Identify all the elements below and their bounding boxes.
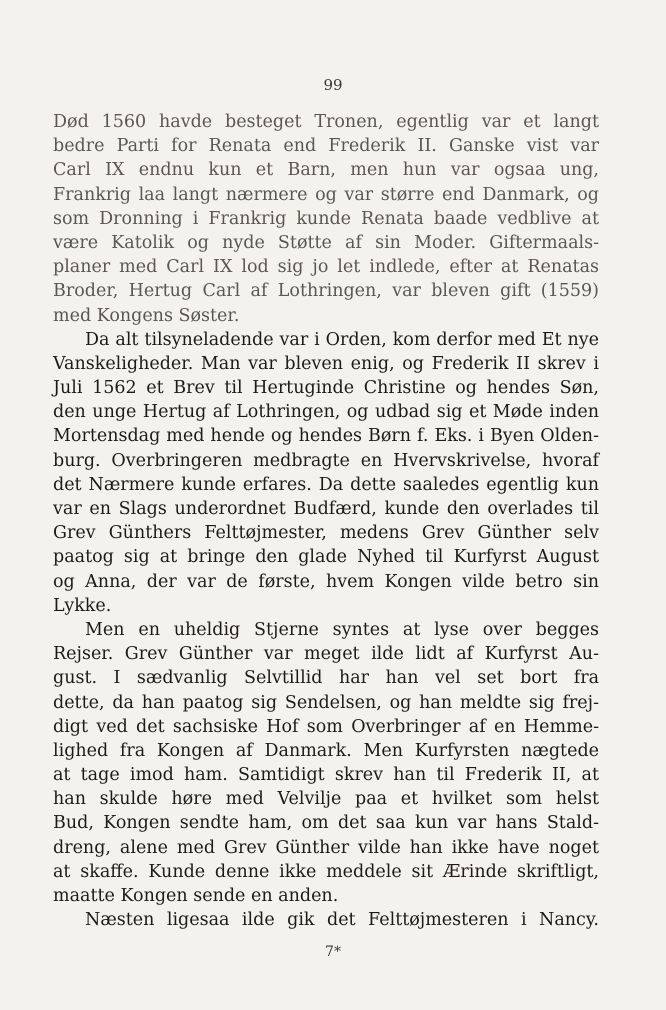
text-line: Vanskeligheder. Man var bleven enig, og Frederik II skrev i xyxy=(53,353,599,374)
text-line: planer med Carl IX lod sig jo let indlede, efter at Renatas xyxy=(53,257,599,278)
page-number: 99 xyxy=(323,76,343,94)
text-line: Men en uheldig Stjerne syntes at lyse over begges xyxy=(85,619,599,640)
text-line: bedre Parti for Renata end Frederik II. Ganske vist var xyxy=(53,136,599,157)
text-line: som Dronning i Frankrig kunde Renata baade vedblive at xyxy=(53,208,599,229)
text-line: burg. Overbringeren medbragte en Hvervskrivelse, hvoraf xyxy=(53,450,599,471)
text-line: det Nærmere kunde erfares. Da dette saaledes egentlig kun xyxy=(53,474,599,495)
signature-mark: 7* xyxy=(325,944,341,960)
text-line: Næsten ligesaa ilde gik det Felttøjmesteren i Nancy. xyxy=(85,910,599,931)
text-line: Grev Günthers Felttøjmester, medens Grev Günther selv xyxy=(53,523,599,544)
text-line: Mortensdag med hende og hendes Børn f. Eks. i Byen Olden- xyxy=(53,426,599,447)
text-line: gust. I sædvanlig Selvtillid har han vel set bort fra xyxy=(53,668,599,689)
text-line: var en Slags underordnet Budfærd, kunde den overlades til xyxy=(53,499,599,519)
text-line: Carl IX endnu kun et Barn, men hun var ogsaa ung, xyxy=(53,160,599,181)
text-line: Rejser. Grev Günther var meget ilde lidt af Kurfyrst Au- xyxy=(53,644,599,665)
text-line: at skaffe. Kunde denne ikke meddele sit Ærinde skriftligt, xyxy=(53,861,599,882)
text-line: at tage imod ham. Samtidigt skrev han til Frederik II, at xyxy=(53,765,599,786)
text-line: paatog sig at bringe den glade Nyhed til Kurfyrst August xyxy=(53,547,599,568)
text-line: maatte Kongen sende en anden. xyxy=(53,886,339,906)
text-line: han skulde høre med Velvilje paa et hvilket som helst xyxy=(53,789,599,810)
text-line: digt ved det sachsiske Hof som Overbringer af en Hemme- xyxy=(53,716,599,737)
text-line: Broder, Hertug Carl af Lothringen, var bleven gift (1559) xyxy=(53,281,599,302)
text-line: Død 1560 havde besteget Tronen, egentlig var et langt xyxy=(53,112,599,132)
text-line: Frankrig laa langt nærmere og var større end Danmark, og xyxy=(53,184,599,205)
body-text xyxy=(53,110,599,932)
text-line: med Kongens Søster. xyxy=(53,305,240,326)
text-line: Bud, Kongen sendte ham, om det saa kun var hans Stald- xyxy=(53,813,599,834)
text-line: og Anna, der var de første, hvem Kongen vilde betro sin xyxy=(53,571,599,592)
text-line: dette, da han paatog sig Sendelsen, og han meldte sig frej- xyxy=(53,692,599,713)
text-line: dreng, alene med Grev Günther vilde han ikke have noget xyxy=(53,837,599,858)
text-line: den unge Hertug af Lothringen, og udbad sig et Møde inden xyxy=(53,402,599,423)
text-line: Lykke. xyxy=(53,595,112,616)
text-line: Da alt tilsyneladende var i Orden, kom derfor med Et nye xyxy=(85,329,599,350)
text-line: være Katolik og nyde Støtte af sin Moder. Giftermaals- xyxy=(53,232,599,253)
text-line: Juli 1562 et Brev til Hertuginde Christine og hendes Søn, xyxy=(53,378,599,399)
text-line: lighed fra Kongen af Danmark. Men Kurfyrsten nægtede xyxy=(53,740,599,761)
